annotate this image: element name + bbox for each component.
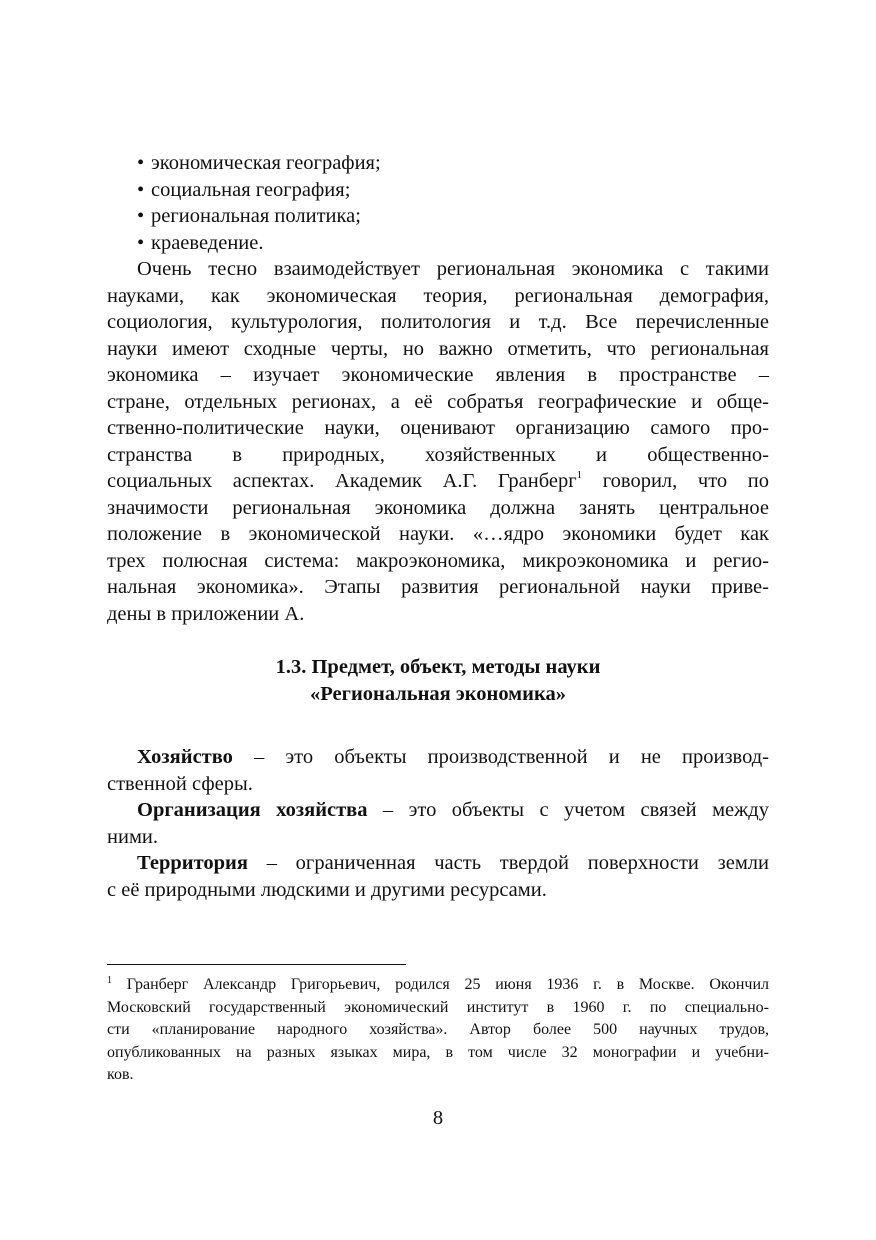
definition-line: Хозяйство – это объекты производственной и не производ-	[137, 746, 769, 768]
definition-line: Организация хозяйства – это объекты с учетом связей между	[137, 799, 769, 821]
paragraph-line: нальная экономика». Этапы развития региональной науки приве-	[107, 576, 769, 598]
paragraph-line: ственно-политические науки, оценивают организацию самого про-	[107, 417, 769, 439]
page-content	[107, 150, 769, 903]
bullet-icon: •	[137, 231, 145, 254]
footnote-line: ков.	[107, 1066, 134, 1083]
bullet-icon: •	[137, 152, 145, 174]
paragraph-line: Очень тесно взаимодействует региональная экономика с такими	[137, 258, 769, 280]
paragraph-line: социальных аспектах. Академик А.Г. Гранберг$^1$ говорил, что по	[107, 469, 769, 492]
paragraph-line: трех полюсная система: макроэкономика, микроэкономика и регио-	[107, 549, 769, 572]
paragraph-line: положение в экономической науки. «…ядро экономики будет как	[107, 523, 769, 545]
paragraph-line: странства в природных, хозяйственных и общественно-	[107, 443, 769, 466]
page-number: 8	[432, 1107, 444, 1129]
paragraph-line: стране, отдельных регионах, а её собратья географические и обще-	[107, 390, 769, 413]
definition-term: Организация хозяйства	[137, 799, 368, 821]
footnote-line: $^1$ Гранберг Александр Григорьевич, родился 25 июня 1936 г. в Москве. Окончил	[107, 975, 769, 993]
paragraph-line: науками, как экономическая теория, региональная демография,	[107, 284, 769, 307]
footnote	[107, 974, 769, 1087]
section-heading	[107, 654, 769, 708]
paragraph-line: дены в приложении А.	[107, 602, 305, 625]
paragraph-line: социология, культурология, политология и т.д. Все перечисленные	[107, 311, 769, 333]
definition-line: Территория – ограниченная часть твердой поверхности земли	[137, 852, 769, 874]
list-item: • социальная география;	[107, 177, 769, 204]
body-paragraph	[107, 256, 769, 627]
bullet-icon: •	[137, 178, 145, 201]
definition-line: ственной сферы.	[107, 772, 253, 795]
footnote-reference: 1	[576, 469, 583, 481]
bullet-icon: •	[137, 205, 145, 227]
paragraph-line: науки имеют сходные черты, но важно отметить, что региональная	[107, 337, 769, 360]
definition-line: ними.	[107, 825, 159, 848]
footnote-line: опубликованных на разных языках мира, в том числе 32 монографии и учебни-	[107, 1043, 769, 1061]
list-item: • региональная политика;	[107, 203, 769, 230]
paragraph-line: экономика – изучает экономические явления в пространстве –	[107, 364, 769, 386]
definition-term: Территория	[137, 852, 248, 874]
list-item: • краеведение.	[107, 230, 769, 257]
definition-line: с её природными людскими и другими ресурсами.	[107, 878, 547, 901]
footnote-line: Московский государственный экономический институт в 1960 г. по специально-	[107, 998, 769, 1016]
footnote-line: сти «планирование народного хозяйства». Автор более 500 научных трудов,	[107, 1021, 769, 1038]
footnote-marker: 1	[107, 975, 112, 986]
definitions	[107, 744, 769, 903]
section-heading-line: 1.3. Предмет, объект, методы науки	[275, 656, 601, 678]
list-item: • экономическая география;	[107, 150, 769, 177]
section-heading-line: «Региональная экономика»	[310, 683, 566, 705]
paragraph-line: значимости региональная экономика должна занять центральное	[107, 496, 769, 519]
bullet-list	[107, 150, 769, 256]
footnote-divider	[107, 964, 406, 965]
definition-term: Хозяйство	[137, 746, 233, 768]
